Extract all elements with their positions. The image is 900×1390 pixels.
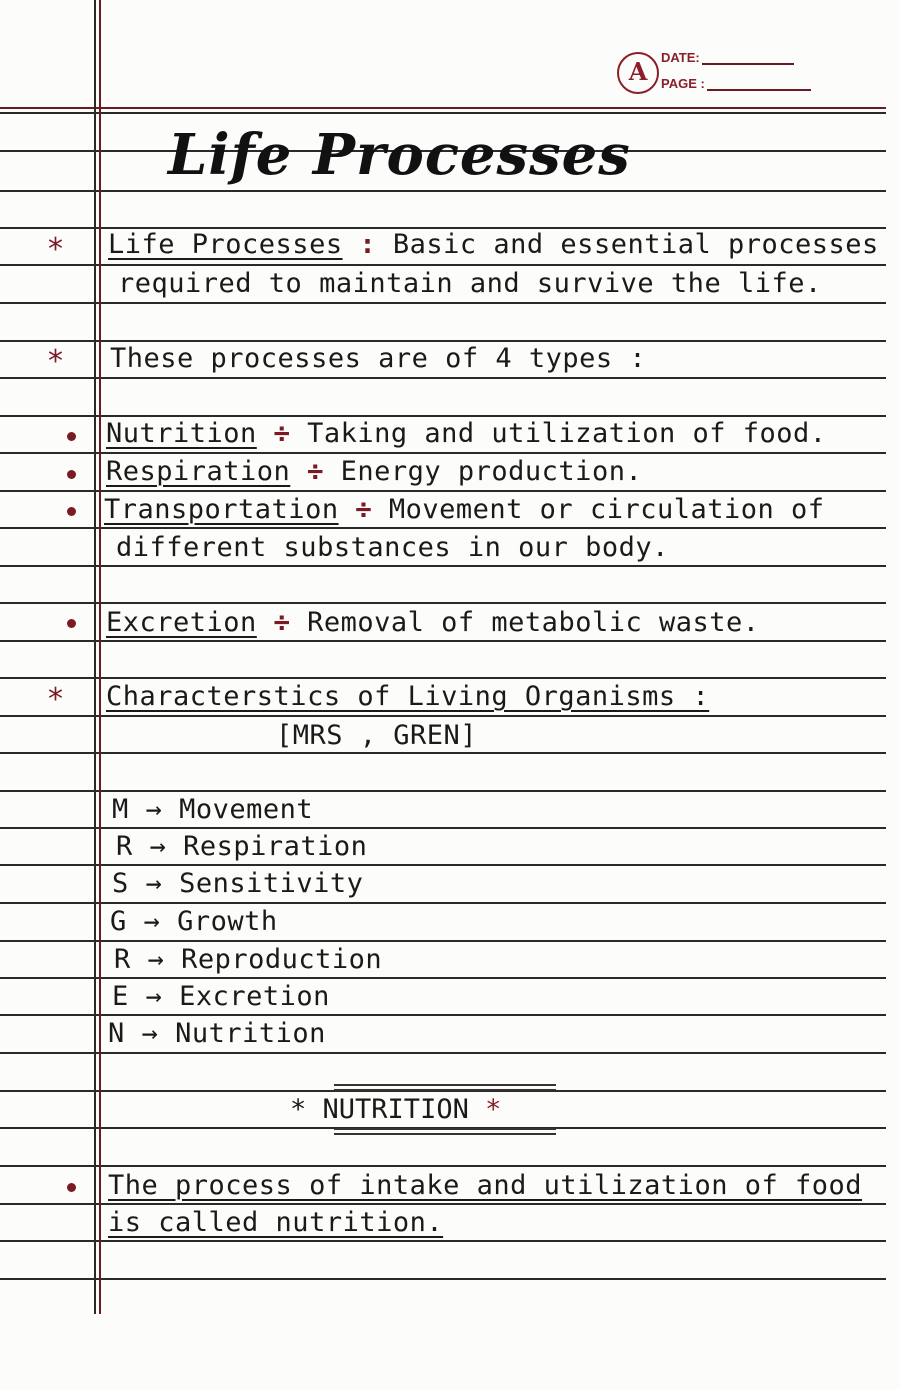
arrow-right-icon: →	[141, 1018, 159, 1049]
type-separator: ÷	[273, 418, 291, 449]
types-intro: These processes are of 4 types :	[110, 343, 647, 374]
date-field	[661, 50, 794, 65]
type-transportation	[104, 494, 825, 525]
bullet-icon	[67, 470, 76, 479]
definition-line-1	[108, 229, 879, 260]
brand-logo-icon: A	[617, 52, 659, 94]
arrow-right-icon: →	[149, 831, 167, 862]
mnemonic-word: Reproduction	[181, 944, 383, 975]
nutrition-definition-line-2: is called nutrition.	[108, 1207, 444, 1238]
mnemonic-letter: E	[112, 981, 129, 1012]
arrow-right-icon: →	[145, 794, 163, 825]
mnemonic-letter: S	[112, 868, 129, 899]
type-desc: Removal of metabolic waste.	[307, 607, 760, 638]
mnemonic-item	[112, 794, 313, 825]
type-desc: Energy production.	[340, 456, 643, 487]
page-title: Life Processes	[168, 122, 631, 188]
nutrition-heading-text: NUTRITION	[322, 1094, 469, 1125]
mnemonic-letter: N	[108, 1018, 125, 1049]
mnemonic-letter: R	[116, 831, 133, 862]
mnemonic-letter: G	[110, 906, 127, 937]
nutrition-heading	[290, 1094, 501, 1125]
date-label: DATE:	[661, 50, 700, 65]
asterisk-icon: *	[48, 682, 63, 717]
bullet-icon	[67, 619, 76, 628]
definition-line-2: required to maintain and survive the life.	[118, 268, 822, 299]
mnemonic-word: Respiration	[183, 831, 368, 862]
type-nutrition	[106, 418, 827, 449]
definition-text-1: Basic and essential processes	[392, 229, 879, 260]
arrow-right-icon: →	[145, 981, 163, 1012]
arrow-right-icon: →	[145, 868, 163, 899]
bullet-icon	[67, 507, 76, 516]
mnemonic: [MRS , GREN]	[276, 720, 478, 751]
mnemonic-word: Excretion	[179, 981, 330, 1012]
heading-double-rule-top	[334, 1084, 556, 1091]
type-separator: ÷	[273, 607, 291, 638]
mnemonic-item	[112, 868, 363, 899]
mnemonic-item	[108, 1018, 326, 1049]
definition-separator: :	[359, 229, 377, 260]
type-term: Excretion	[106, 607, 257, 638]
bullet-icon	[67, 1183, 76, 1192]
mnemonic-word: Movement	[179, 794, 314, 825]
date-blank	[702, 53, 794, 65]
heading-double-rule-bottom	[334, 1128, 556, 1135]
nutrition-definition-line-1: The process of intake and utilization of food	[108, 1170, 862, 1201]
mnemonic-letter: R	[114, 944, 131, 975]
type-transportation-line-2: different substances in our body.	[116, 532, 669, 563]
asterisk-icon: *	[48, 232, 63, 267]
mnemonic-item	[110, 906, 278, 937]
definition-term: Life Processes	[108, 229, 343, 260]
page-label: PAGE :	[661, 76, 705, 91]
mnemonic-word: Sensitivity	[179, 868, 364, 899]
characteristics-heading: Characterstics of Living Organisms :	[106, 681, 710, 712]
type-desc: Movement or circulation of	[388, 494, 825, 525]
bullet-icon	[67, 432, 76, 441]
type-term: Respiration	[106, 456, 291, 487]
mnemonic-letter: M	[112, 794, 129, 825]
type-excretion	[106, 607, 760, 638]
type-respiration	[106, 456, 642, 487]
date-page-stamp	[617, 48, 817, 98]
mnemonic-word: Growth	[177, 906, 278, 937]
arrow-right-icon: →	[143, 906, 161, 937]
type-separator: ÷	[355, 494, 373, 525]
mnemonic-item	[116, 831, 367, 862]
margin-line-red	[99, 0, 101, 1314]
page-blank	[707, 79, 811, 91]
type-desc: Taking and utilization of food.	[307, 418, 827, 449]
type-term: Nutrition	[106, 418, 257, 449]
type-separator: ÷	[307, 456, 324, 487]
arrow-right-icon: →	[147, 944, 165, 975]
mnemonic-item	[112, 981, 330, 1012]
asterisk-icon: *	[48, 344, 63, 379]
title-underline	[147, 190, 655, 192]
margin-line	[94, 0, 96, 1314]
type-term: Transportation	[104, 494, 339, 525]
asterisk-icon: *	[485, 1094, 502, 1125]
asterisk-icon: *	[290, 1094, 307, 1125]
mnemonic-item	[114, 944, 382, 975]
mnemonic-word: Nutrition	[175, 1018, 326, 1049]
